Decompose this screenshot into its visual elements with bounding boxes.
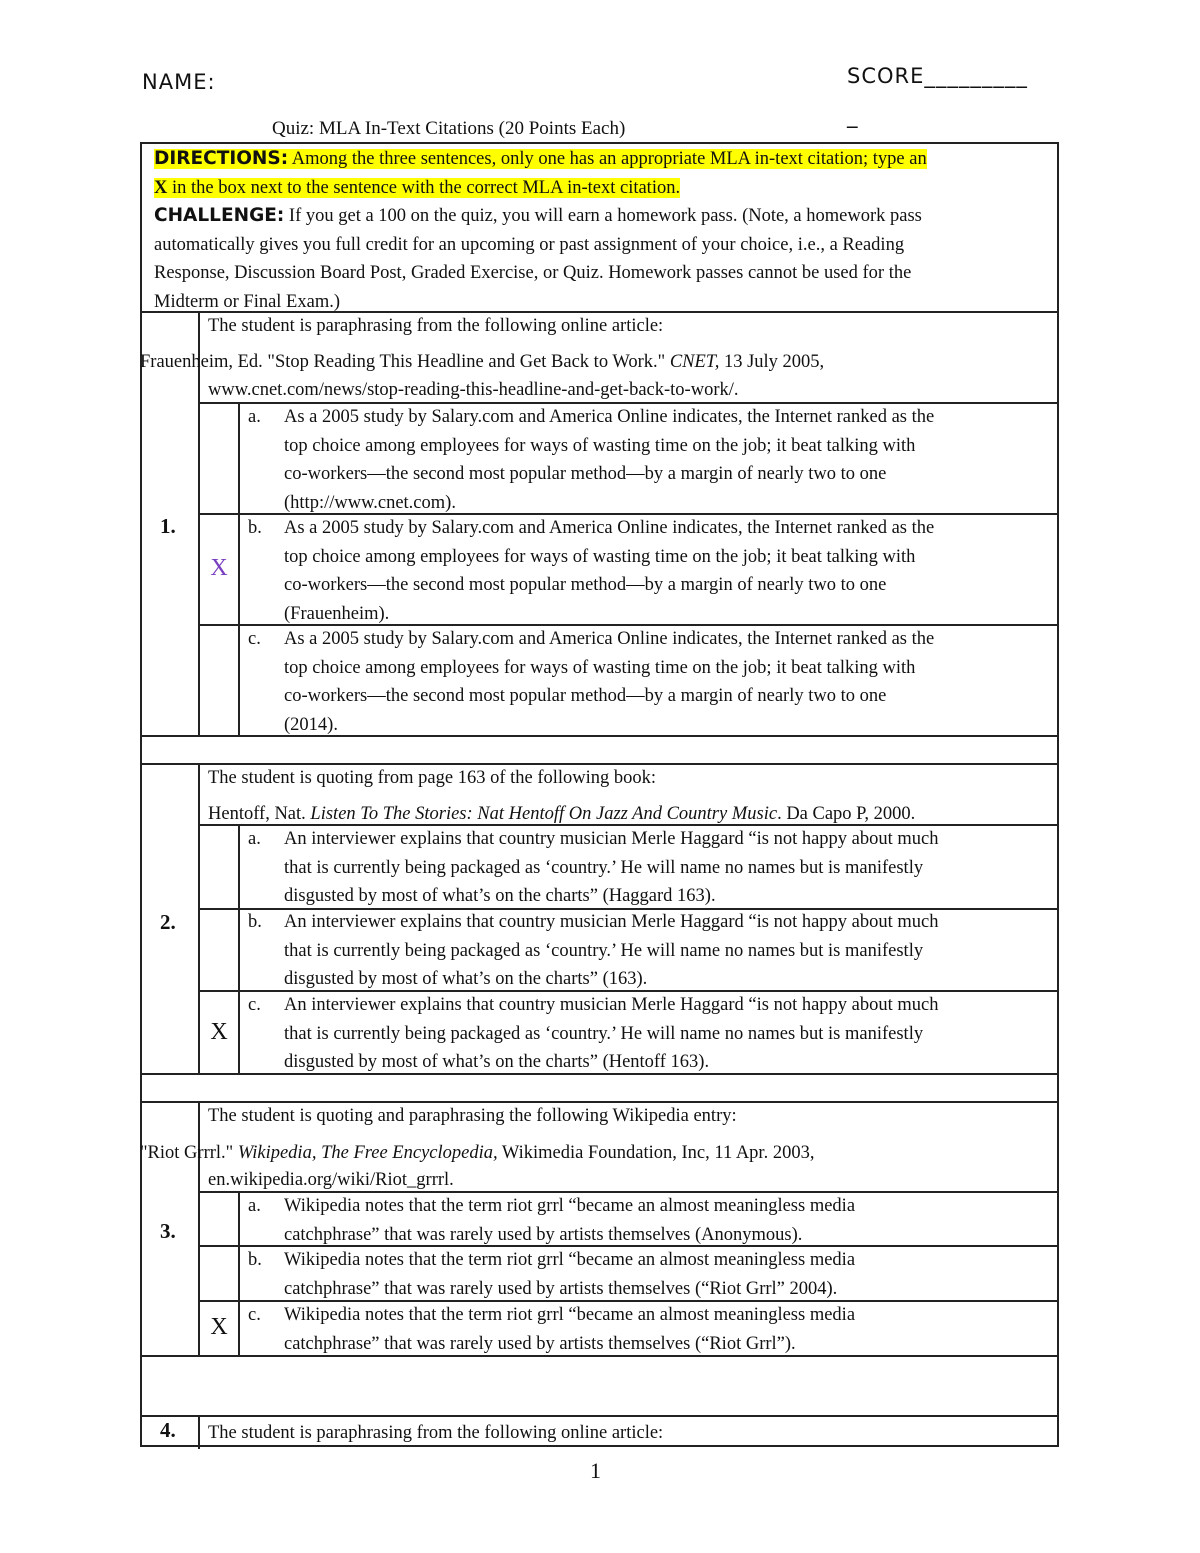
question-number: 4. <box>160 1418 176 1442</box>
source-title: CNET, <box>669 352 720 372</box>
option-text <box>284 403 1046 517</box>
option-line: co-workers—the second most popular method—by a margin of nearly two to one <box>284 575 887 595</box>
option-line: that is currently being packaged as ‘country.’ He will name no names but is manifestly <box>284 940 924 961</box>
name-label: NAME: <box>142 70 216 94</box>
option-line: An interviewer explains that country musician Merle Haggard “is not happy about much <box>284 995 939 1015</box>
source-citation-part: Frauenheim, Ed. "Stop Reading This Headline and Get Back to Work." <box>140 352 670 372</box>
option-text <box>284 514 1046 628</box>
challenge-label: CHALLENGE: <box>154 205 285 226</box>
source-citation-part: 13 July 2005, <box>719 352 825 372</box>
source-citation <box>140 1139 1040 1168</box>
option-text <box>284 991 1046 1077</box>
option-letter: a. <box>248 407 261 427</box>
directions-x: X <box>154 177 168 198</box>
option-text <box>284 1301 1046 1358</box>
source-title: Wikipedia, The Free Encyclopedia, <box>237 1143 498 1163</box>
row-divider <box>142 1415 1057 1417</box>
source-citation-part: "Riot Grrrl." <box>140 1143 238 1163</box>
challenge-text-3: Response, Discussion Board Post, Graded Exercise, or Quiz. Homework passes cannot be used for the <box>154 263 912 283</box>
option-line: co-workers—the second most popular method—by a margin of nearly two to one <box>284 686 887 706</box>
source-citation <box>140 348 1040 377</box>
option-line: top choice among employees for ways of wasting time on the job; it beat talking with <box>284 657 916 678</box>
question-number: 1. <box>160 514 176 538</box>
option-line: Wikipedia notes that the term riot grrl “became an almost meaningless media <box>284 1196 856 1216</box>
option-text <box>284 1246 1046 1303</box>
option-line: disgusted by most of what’s on the charts” (Hentoff 163). <box>284 1052 710 1072</box>
answer-box-marked[interactable]: X <box>210 555 228 581</box>
question-prompt: The student is quoting from page 163 of the following book: <box>208 768 657 788</box>
option-line: As a 2005 study by Salary.com and America Online indicates, the Internet ranked as the <box>284 629 935 649</box>
answer-box-marked[interactable]: X <box>210 1314 228 1340</box>
option-letter: b. <box>248 518 262 538</box>
option-line: (Frauenheim). <box>284 603 390 624</box>
question-prompt: The student is paraphrasing from the following online article: <box>208 1423 664 1443</box>
option-line: catchphrase” that was rarely used by artists themselves (“Riot Grrl”). <box>284 1333 796 1354</box>
option-text <box>284 625 1046 739</box>
source-url: en.wikipedia.org/wiki/Riot_grrrl. <box>208 1170 454 1190</box>
option-line: that is currently being packaged as ‘country.’ He will name no names but is manifestly <box>284 857 924 878</box>
option-line: co-workers—the second most popular method—by a margin of nearly two to one <box>284 464 887 484</box>
option-text <box>284 908 1046 994</box>
option-line: catchphrase” that was rarely used by artists themselves (“Riot Grrl” 2004). <box>284 1278 838 1299</box>
directions-label: DIRECTIONS: <box>154 148 289 169</box>
quiz-table <box>140 142 1059 1447</box>
option-line: As a 2005 study by Salary.com and America Online indicates, the Internet ranked as the <box>284 518 935 538</box>
option-line: Wikipedia notes that the term riot grrl “became an almost meaningless media <box>284 1305 856 1325</box>
challenge-text-2: automatically gives you full credit for an upcoming or past assignment of your choice, i.e., a Reading <box>154 234 905 255</box>
source-url: www.cnet.com/news/stop-reading-this-headline-and-get-back-to-work/. <box>208 380 739 400</box>
quiz-title: Quiz: MLA In-Text Citations (20 Points Each) <box>272 118 626 139</box>
question-number: 2. <box>160 910 176 934</box>
option-letter: a. <box>248 1196 261 1216</box>
option-line: Wikipedia notes that the term riot grrl “became an almost meaningless media <box>284 1250 856 1270</box>
source-citation-part: Hentoff, Nat. <box>208 804 311 824</box>
option-line: An interviewer explains that country musician Merle Haggard “is not happy about much <box>284 829 939 849</box>
answer-box-marked[interactable]: X <box>210 1019 228 1045</box>
score-label: SCORE_________ <box>847 64 1028 88</box>
source-title: Listen To The Stories: Nat Hentoff On Jazz And Country Music <box>310 804 778 824</box>
option-letter: a. <box>248 829 261 849</box>
directions-text-2: in the box next to the sentence with the correct MLA in-text citation. <box>167 177 681 198</box>
option-letter: c. <box>248 629 261 649</box>
option-line: catchphrase” that was rarely used by artists themselves (Anonymous). <box>284 1224 803 1245</box>
option-line: (http://www.cnet.com). <box>284 492 456 513</box>
score-label-tail: _ <box>847 104 858 128</box>
column-divider <box>198 1415 200 1449</box>
source-citation-part: Wikimedia Foundation, Inc, 11 Apr. 2003, <box>497 1143 815 1163</box>
question-prompt: The student is quoting and paraphrasing the following Wikipedia entry: <box>208 1106 737 1126</box>
question-prompt: The student is paraphrasing from the following online article: <box>208 316 664 336</box>
option-letter: b. <box>248 1250 262 1270</box>
option-line: top choice among employees for ways of wasting time on the job; it beat talking with <box>284 546 916 567</box>
option-text <box>284 1192 1046 1249</box>
option-line: (2014). <box>284 714 338 735</box>
question-number: 3. <box>160 1219 176 1243</box>
source-citation-part: . Da Capo P, 2000. <box>777 804 916 824</box>
challenge-text: If you get a 100 on the quiz, you will earn a homework pass. (Note, a homework pass <box>284 206 922 226</box>
directions-block <box>154 145 1054 316</box>
option-line: As a 2005 study by Salary.com and America Online indicates, the Internet ranked as the <box>284 407 935 427</box>
option-line: disgusted by most of what’s on the charts” (Haggard 163). <box>284 886 716 906</box>
challenge-text-4: Midterm or Final Exam.) <box>154 291 340 312</box>
page-number: 1 <box>590 1458 601 1483</box>
option-line: An interviewer explains that country musician Merle Haggard “is not happy about much <box>284 912 939 932</box>
directions-text: Among the three sentences, only one has an appropriate MLA in-text citation; type an <box>288 149 927 169</box>
option-line: that is currently being packaged as ‘country.’ He will name no names but is manifestly <box>284 1023 924 1044</box>
option-line: disgusted by most of what’s on the charts” (163). <box>284 969 648 989</box>
option-letter: c. <box>248 995 261 1015</box>
option-letter: b. <box>248 912 262 932</box>
option-letter: c. <box>248 1305 261 1325</box>
option-text <box>284 825 1046 911</box>
option-line: top choice among employees for ways of wasting time on the job; it beat talking with <box>284 435 916 456</box>
